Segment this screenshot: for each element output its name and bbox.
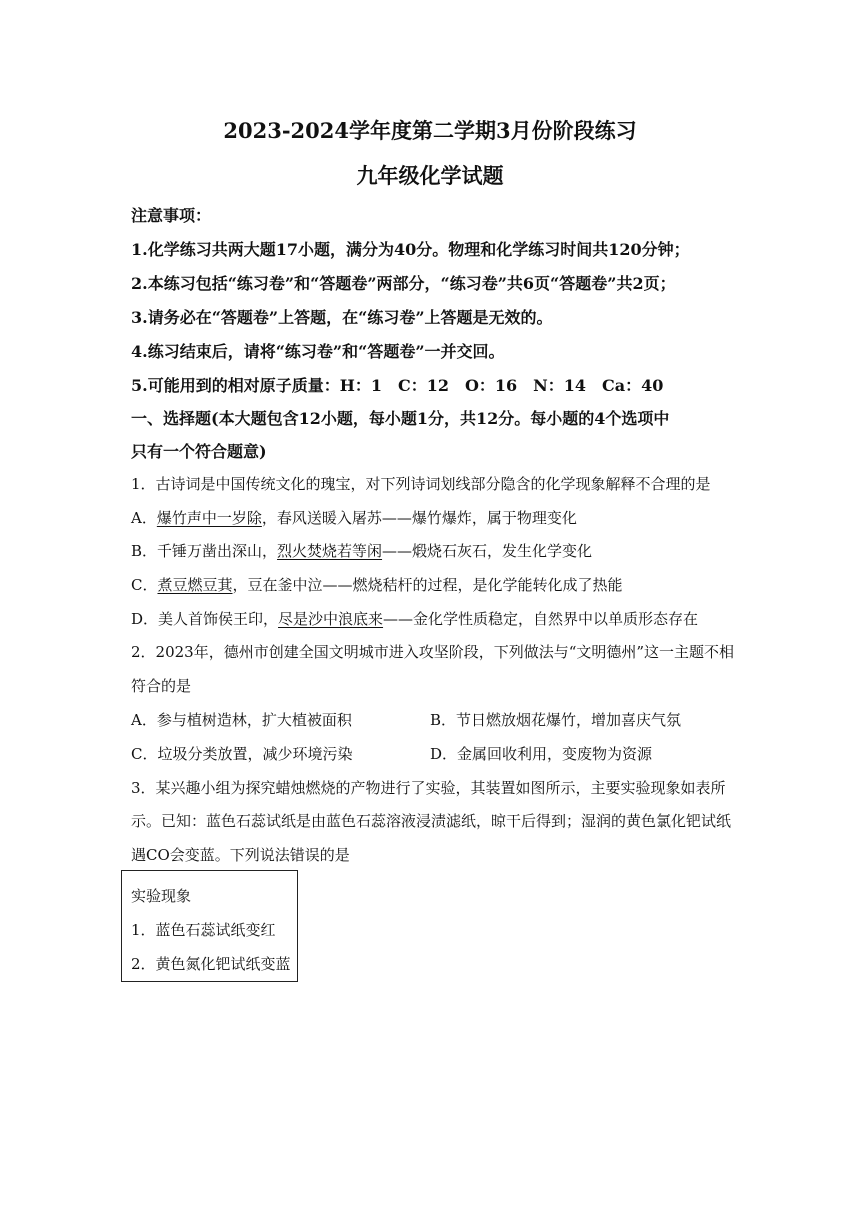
underlined-verse: 尽是沙中浪底来 — [278, 610, 384, 628]
exam-title: 2023-2024学年度第二学期3月份阶段练习 — [223, 118, 637, 143]
q3-stem-line2: 示。已知：蓝色石蕊试纸是由蓝色石蕊溶液浸渍滤纸，晾干后得到；湿润的黄色氯化钯试纸 — [131, 812, 732, 830]
underlined-verse: 煮豆燃豆萁 — [157, 576, 233, 594]
option-text: ——煅烧石灰石，发生化学变化 — [382, 542, 593, 560]
q3-stem-line1: 3．某兴趣小组为探究蜡烛燃烧的产物进行了实验，其装置如图所示，主要实验现象如表所 — [131, 779, 726, 797]
option-prefix: D．美人首饰侯王印， — [131, 610, 279, 628]
option-prefix: B．千锤万凿出深山， — [131, 542, 278, 560]
option-prefix: C． — [131, 576, 158, 594]
note-item-5: 5.可能用到的相对原子质量：H：1 C：12 O：16 N：14 Ca：40 — [131, 376, 664, 395]
section-heading-line2: 只有一个符合题意) — [131, 442, 267, 461]
option-prefix: A． — [131, 509, 157, 527]
exam-subtitle: 九年级化学试题 — [356, 163, 504, 188]
table-header: 实验现象 — [131, 887, 192, 905]
q2-stem-line1: 2．2023年，德州市创建全国文明城市进入攻坚阶段，下列做法与“文明德州”这一主题不相 — [131, 643, 735, 661]
table-row: 2．黄色氮化钯试纸变蓝 — [131, 955, 291, 973]
note-item-1: 1.化学练习共两大题17小题，满分为40分。物理和化学练习时间共120分钟； — [131, 240, 690, 259]
option-text: ，豆在釜中泣——燃烧秸杆的过程，是化学能转化成了热能 — [232, 576, 623, 594]
table-row: 1．蓝色石蕊试纸变红 — [131, 921, 276, 939]
note-item-4: 4.练习结束后，请将“练习卷”和“答题卷”一并交回。 — [131, 342, 505, 361]
q2-option-a: A．参与植树造林，扩大植被面积 — [131, 711, 352, 729]
q1-option-c — [131, 574, 623, 595]
q3-stem-line3: 遇CO会变蓝。下列说法错误的是 — [131, 846, 350, 864]
section-heading-line1: 一、选择题(本大题包含12小题，每小题1分，共12分。每小题的4个选项中 — [131, 409, 670, 428]
option-text: ——金化学性质稳定，自然界中以单质形态存在 — [383, 610, 699, 628]
notes-heading: 注意事项： — [131, 206, 212, 225]
q1-option-b — [131, 540, 592, 561]
q1-option-d — [131, 608, 698, 629]
q2-option-d: D．金属回收利用，变废物为资源 — [430, 745, 653, 763]
underlined-verse: 烈火焚烧若等闲 — [277, 542, 383, 560]
q2-stem-line2: 符合的是 — [131, 677, 192, 695]
q1-stem: 1．古诗词是中国传统文化的瑰宝，对下列诗词划线部分隐含的化学现象解释不合理的是 — [131, 475, 711, 493]
q2-option-c: C．垃圾分类放置，减少环境污染 — [131, 745, 353, 763]
option-text: ，春风送暖入屠苏——爆竹爆炸，属于物理变化 — [261, 509, 577, 527]
note-item-3: 3.请务必在“答题卷”上答题，在“练习卷”上答题是无效的。 — [131, 308, 553, 327]
experiment-table — [121, 870, 298, 982]
underlined-verse: 爆竹声中一岁除 — [156, 509, 262, 527]
note-item-2: 2.本练习包括“练习卷”和“答题卷”两部分，“练习卷”共6页“答题卷”共2页； — [131, 274, 676, 293]
q2-option-b: B．节日燃放烟花爆竹，增加喜庆气氛 — [430, 711, 682, 729]
q1-option-a — [131, 507, 577, 528]
